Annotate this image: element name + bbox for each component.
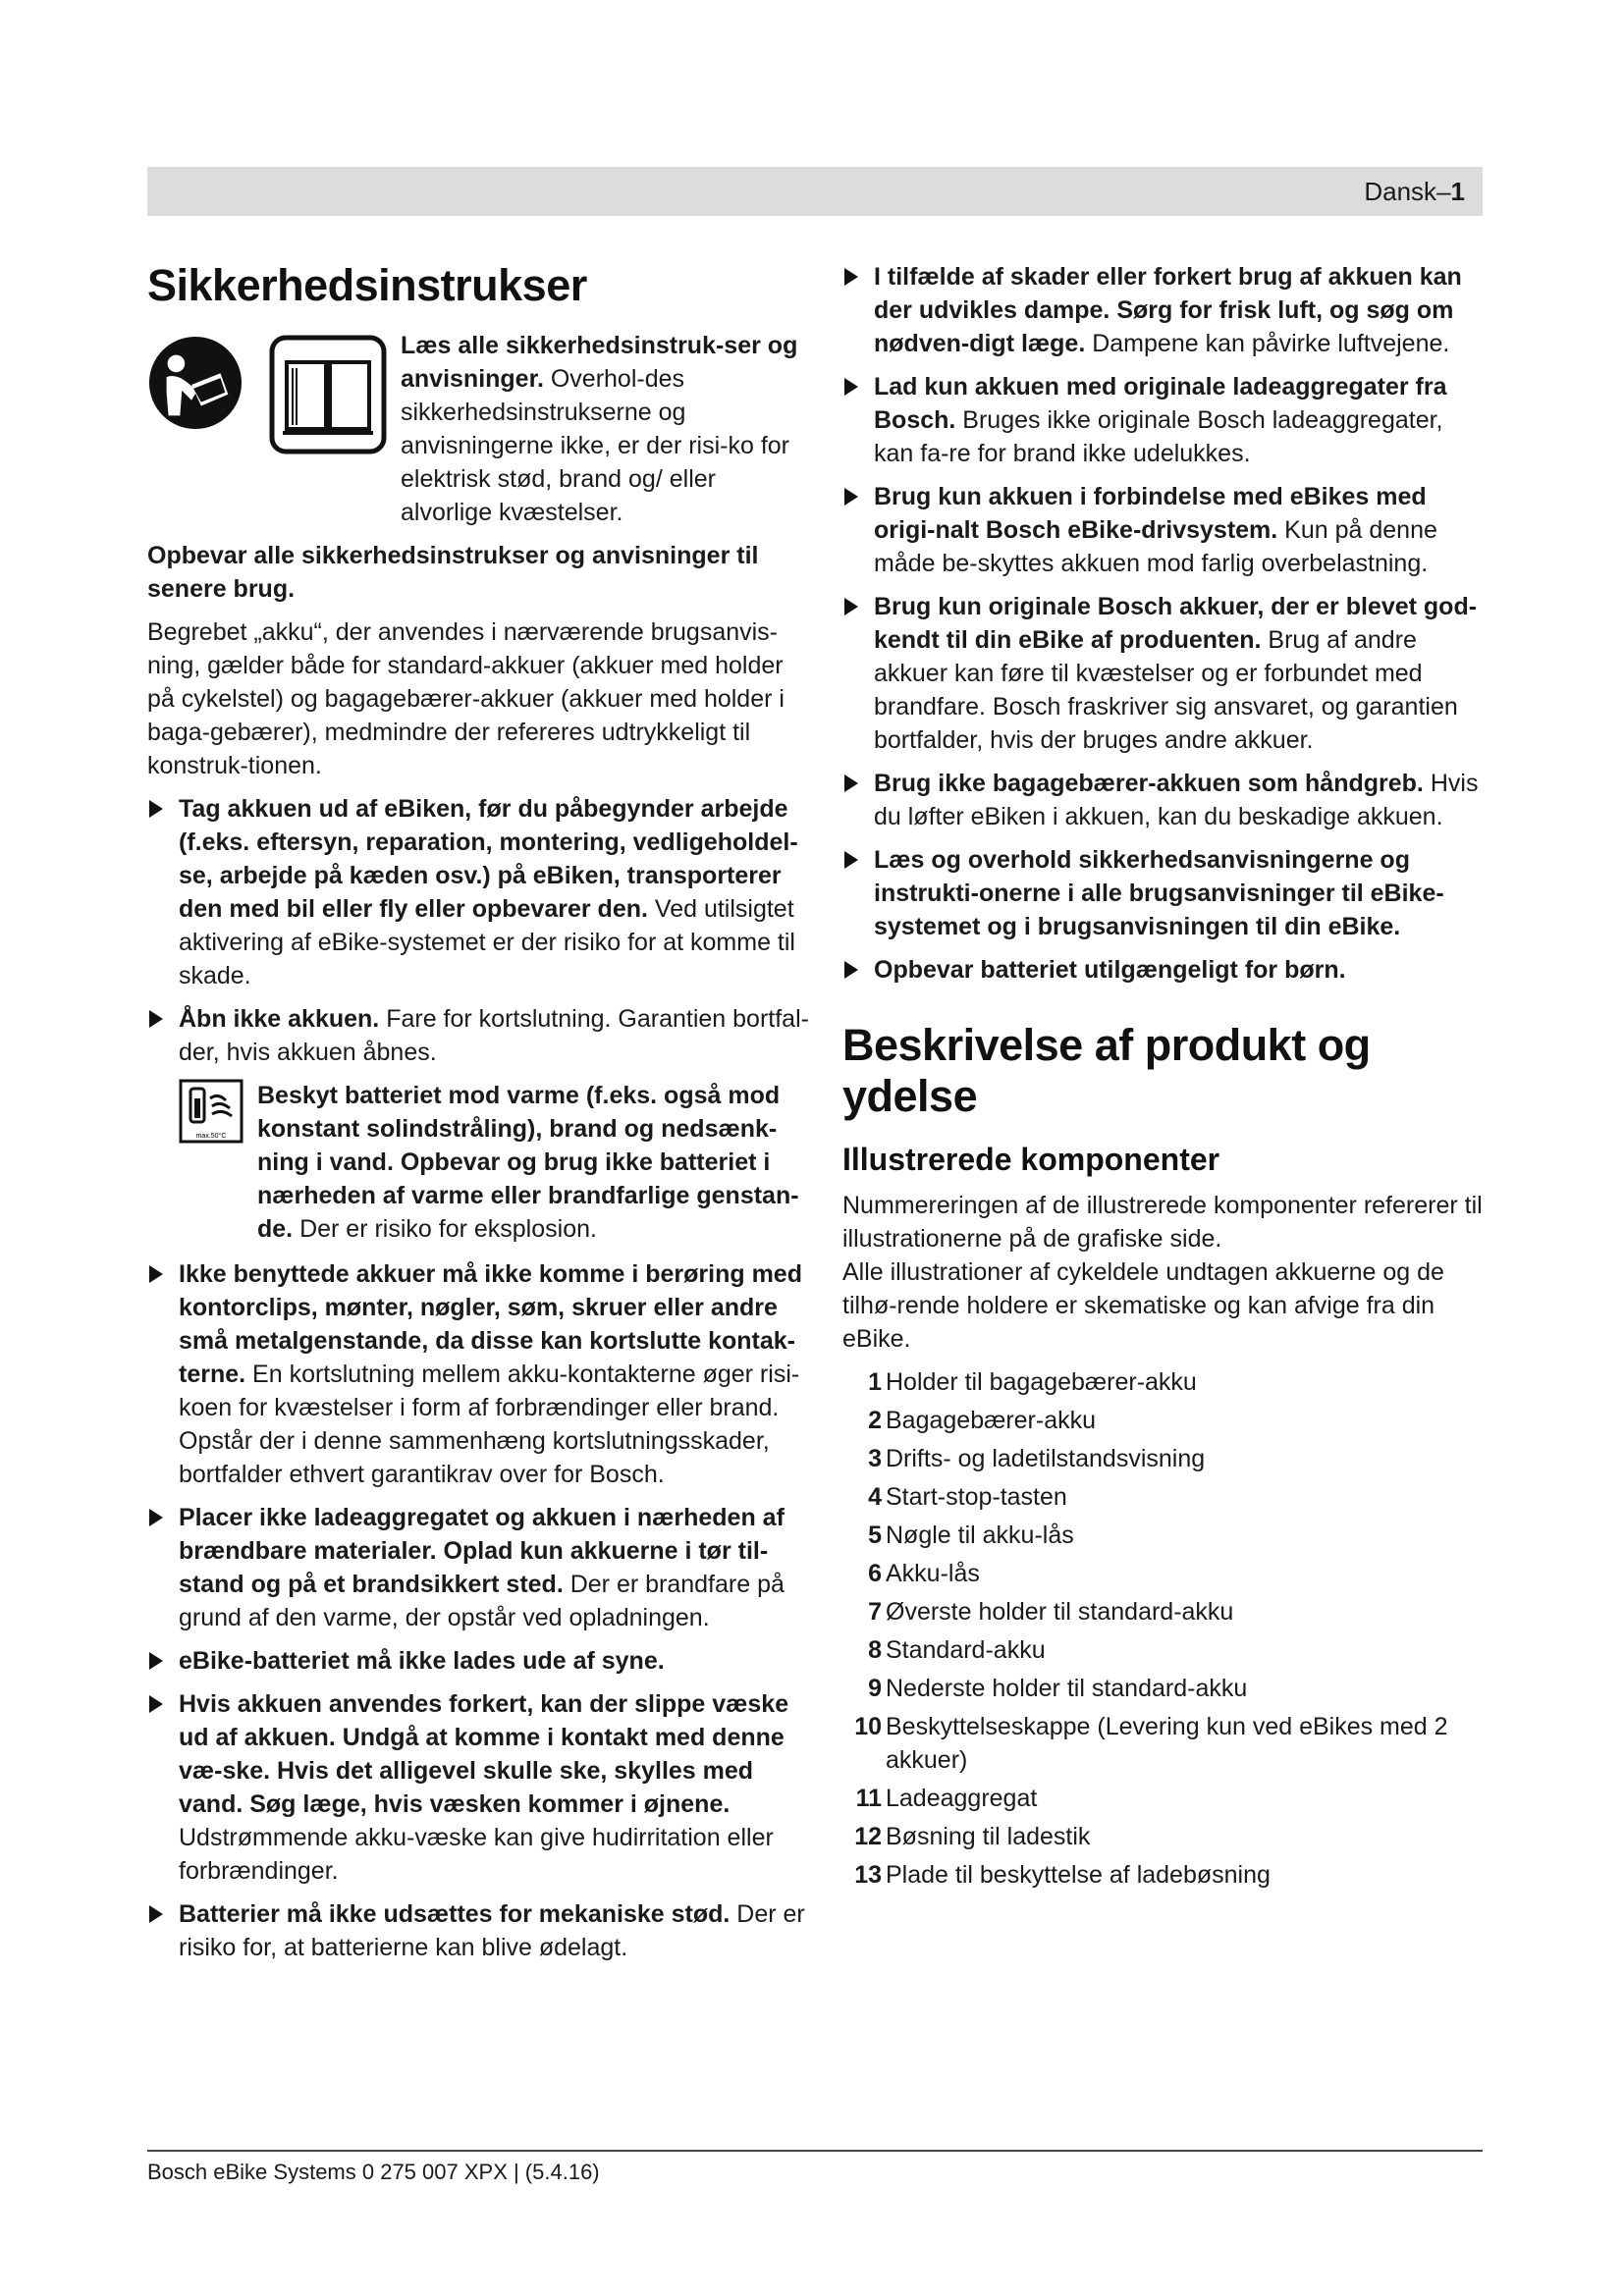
heat-icon	[179, 1079, 249, 1246]
intro-body: Overhol-des sikkerhedsinstrukserne og anvisningerne ikke, er der risi-ko for elektrisk stød, brand og/ eller alvorlige kvæstelser.	[401, 365, 789, 526]
left-column	[147, 260, 811, 1974]
list-item: 5 Nøgle til akku-lås	[868, 1522, 1074, 1549]
warning-list-b	[147, 1257, 811, 1964]
bullet-triangle-icon	[844, 598, 858, 615]
component-list	[842, 1365, 1483, 1892]
warning-item: Brug kun akkuen i forbindelse med eBikes med origi-nalt Bosch eBike-drivsystem. Kun på denne måde be-skyttes akkuen mod farlig overbelastning.	[842, 480, 1483, 580]
section-title-product: Beskrivelse af produkt og ydelse	[842, 1020, 1371, 1121]
header-separator: –	[1436, 176, 1451, 206]
svg-text:max.50°C: max.50°C	[195, 1133, 227, 1140]
list-item: 3 Drifts- og ladetilstandsvisning	[868, 1445, 1206, 1472]
warning-item: Opbevar batteriet utilgængeligt for børn.	[842, 953, 1483, 987]
list-item: 4 Start-stop-tasten	[868, 1483, 1067, 1511]
warning-item: Brug ikke bagagebærer-akkuen som håndgreb. Hvis du løfter eBiken i akkuen, kan du beskadige akkuen.	[842, 767, 1483, 833]
list-item: 8 Standard-akku	[868, 1636, 1046, 1664]
warning-item: I tilfælde af skader eller forkert brug af akkuen kan der udvikles dampe. Sørg for frisk luft, og søg om nødven-digt læge. Dampene kan påvirke luftvejene.	[842, 260, 1483, 360]
right-column	[842, 260, 1483, 1896]
intro-text	[387, 329, 811, 529]
bullet-triangle-icon	[149, 800, 163, 818]
bullet-triangle-icon	[844, 268, 858, 286]
warning-item: Læs og overhold sikkerhedsanvisningerne og instrukti-onerne i alle brugsanvisninger til eBike-systemet og i brugsanvisningen til din eBike.	[842, 843, 1483, 943]
intro-icons	[147, 329, 387, 529]
manual-book-icon	[269, 335, 387, 454]
header-language: Dansk	[1364, 176, 1437, 206]
bullet-triangle-icon	[844, 488, 858, 506]
footer-divider	[147, 2150, 1483, 2152]
read-manual-person-icon	[147, 335, 244, 431]
warning-item: Tag akkuen ud af eBiken, før du påbegynder arbejde (f.eks. eftersyn, reparation, montering, vedligeholdel-se, arbejde på kæden osv.) på eBiken, transporterer den med bil eller fly eller opbevarer den. Ved utilsigtet aktivering af eBike-systemet er der risiko for at komme til skade.	[147, 792, 811, 992]
list-item: 12 Bøsning til ladestik	[854, 1823, 1091, 1850]
page-footer: Bosch eBike Systems 0 275 007 XPX | (5.4.16)	[147, 2160, 600, 2184]
bullet-triangle-icon	[844, 378, 858, 396]
warning-item: eBike-batteriet må ikke lades ude af syne.	[147, 1644, 811, 1678]
warning-item: Batterier må ikke udsættes for mekaniske stød. Der er risiko for, at batterierne kan blive ødelagt.	[147, 1897, 811, 1964]
section-title-safety: Sikkerhedsinstrukser	[147, 260, 587, 310]
page-number: 1	[1450, 176, 1465, 206]
components-intro: Nummereringen af de illustrerede komponenter refererer til illustrationerne på de grafiske side.	[842, 1192, 1483, 1253]
akku-definition: Begrebet „akku“, der anvendes i nærværende brugsanvis-ning, gælder både for standard-akkuer (akkuer med holder på cykelstel) og bagagebærer-akkuer (akkuer med holder i baga-gebærer), medmindre der refereres udtrykkeligt til konstruk-tionen.	[147, 618, 785, 779]
list-item: 11 Ladeaggregat	[855, 1785, 1038, 1812]
bullet-triangle-icon	[149, 1695, 163, 1713]
warning-item: Lad kun akkuen med originale ladeaggregater fra Bosch. Bruges ikke originale Bosch ladeaggregater, kan fa-re for brand ikke udelukkes.	[842, 370, 1483, 470]
warning-list-a	[147, 792, 811, 1069]
keep-instructions: Opbevar alle sikkerhedsinstrukser og anvisninger til senere brug.	[147, 542, 759, 603]
subsection-title-components: Illustrerede komponenter	[842, 1142, 1220, 1177]
warning-item: Åbn ikke akkuen. Fare for kortslutning. Garantien bortfal-der, hvis akkuen åbnes.	[147, 1002, 811, 1069]
warning-item: Placer ikke ladeaggregatet og akkuen i nærheden af brændbare materialer. Oplad kun akkuerne i tør til-stand og på et brandsikkert sted. Der er brandfare på grund af den varme, der opstår ved opladningen.	[147, 1501, 811, 1634]
bullet-triangle-icon	[844, 774, 858, 792]
bullet-triangle-icon	[844, 851, 858, 869]
bullet-triangle-icon	[149, 1010, 163, 1028]
heat-warning	[179, 1079, 811, 1246]
bullet-triangle-icon	[149, 1509, 163, 1526]
list-item: 13 Plade til beskyttelse af ladebøsning	[854, 1861, 1271, 1889]
bullet-triangle-icon	[149, 1265, 163, 1283]
bullet-triangle-icon	[844, 961, 858, 979]
warning-list-c	[842, 260, 1483, 987]
list-item: 9 Nederste holder til standard-akku	[868, 1675, 1248, 1702]
list-item: 6 Akku-lås	[868, 1560, 980, 1587]
components-note: Alle illustrationer af cykeldele undtagen akkuerne og de tilhø-rende holdere er skematiske og kan afvige fra din eBike.	[842, 1258, 1444, 1353]
warning-item: Hvis akkuen anvendes forkert, kan der slippe væske ud af akkuen. Undgå at komme i kontakt med denne væ-ske. Hvis det alligevel skulle ske, skylles med vand. Søg læge, hvis væsken kommer i øjnene. Udstrømmende akku-væske kan give hudirritation eller forbrændinger.	[147, 1687, 811, 1888]
warning-item: Brug kun originale Bosch akkuer, der er blevet god-kendt til din eBike af produenten. Brug af andre akkuer kan føre til kvæstelser og er forbundet med brandfare. Bosch fraskriver sig ansvaret, og garantien bortfalder, hvis der bruges andre akkuer.	[842, 590, 1483, 757]
list-item: 1 Holder til bagagebærer-akku	[868, 1368, 1197, 1396]
heat-text: Beskyt batteriet mod varme (f.eks. også mod konstant solindstråling), brand og nedsænk-ning i vand. Opbevar og brug ikke batteriet i nærheden af varme eller brandfarlige genstan-de. Der er risiko for eksplosion.	[257, 1082, 799, 1243]
list-item: 7 Øverste holder til standard-akku	[868, 1598, 1234, 1626]
page-header	[147, 167, 1483, 216]
intro-block	[147, 329, 811, 529]
intro-bold: Læs alle sikkerhedsinstruk-ser og anvisninger.	[401, 332, 798, 393]
list-item: 10 Beskyttelseskappe (Levering kun ved eBikes med 2 akkuer)	[854, 1713, 1448, 1774]
bullet-triangle-icon	[149, 1905, 163, 1923]
list-item: 2 Bagagebærer-akku	[868, 1407, 1097, 1434]
bullet-triangle-icon	[149, 1652, 163, 1670]
warning-item: Ikke benyttede akkuer må ikke komme i berøring med kontorclips, mønter, nøgler, søm, skruer eller andre små metalgenstande, da disse kan kortslutte kontak-terne. En kortslutning mellem akku-kontakterne øger risi-koen for kvæstelser i form af forbrændinger eller brand. Opstår der i denne sammenhæng kortslutningsskader, bortfalder ethvert garantikrav over for Bosch.	[147, 1257, 811, 1491]
